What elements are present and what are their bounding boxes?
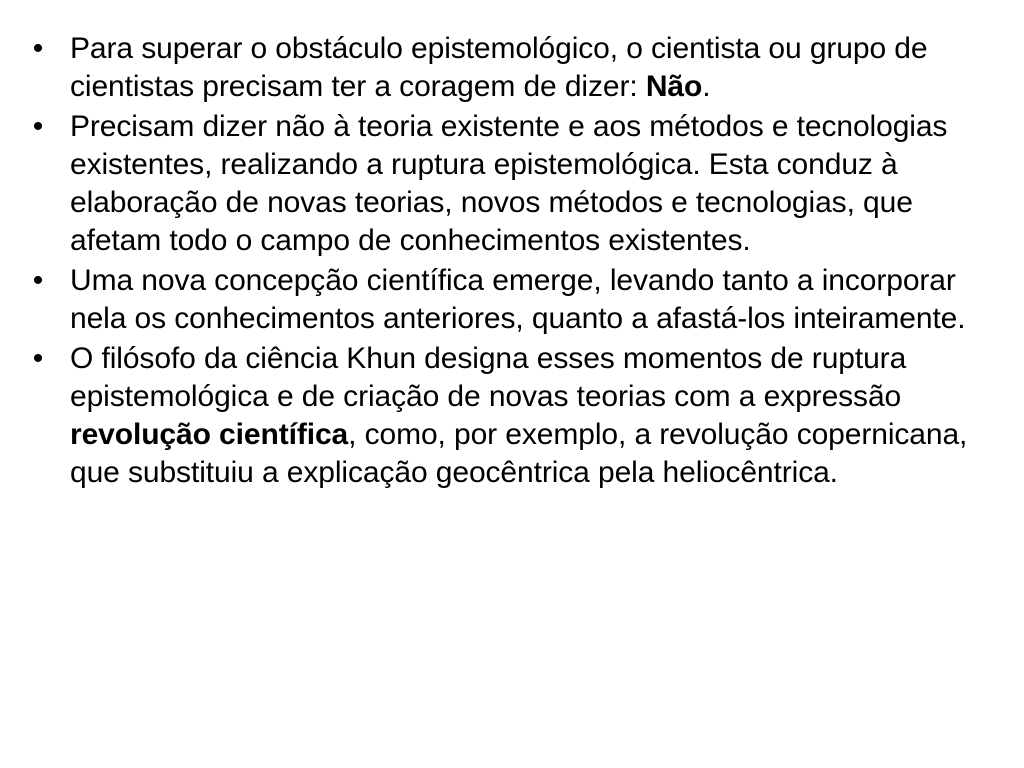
bullet-dot-icon: •: [32, 110, 44, 143]
bullet-item-3: [28, 262, 998, 338]
bullet-4-bold: revolução científica: [70, 418, 349, 451]
bullet-dot-icon: •: [32, 342, 44, 375]
bullet-item-1: [28, 30, 998, 106]
bullet-list: [28, 30, 998, 492]
bullet-3-text: Uma nova concepção científica emerge, levando tanto a incorporar nela os conhecimentos anteriores, quanto a afastá-los inteiramente.: [70, 264, 966, 335]
bullet-1-text: Para superar o obstáculo epistemológico, o cientista ou grupo de cientistas precisam ter a coragem de dizer:: [70, 32, 928, 103]
bullet-dot-icon: •: [32, 264, 44, 297]
bullet-item-2: [28, 108, 998, 260]
bullet-item-4: [28, 340, 998, 492]
bullet-2-text: Precisam dizer não à teoria existente e aos métodos e tecnologias existentes, realizando a ruptura epistemológica. Esta conduz à elaboração de novas teorias, novos métodos e tecnologias, que afetam todo o campo de conhecimentos existentes.: [70, 110, 948, 257]
bullet-dot-icon: •: [32, 32, 44, 65]
bullet-1-bold: Não: [645, 70, 703, 103]
bullet-4-text: O filósofo da ciência Khun designa esses momentos de ruptura epistemológica e de criação de novas teorias com a expressão: [70, 342, 907, 413]
bullet-1-end: .: [702, 70, 711, 103]
bullet-4-end: , como, por exemplo, a revolução copernicana, que substituiu a explicação geocêntrica pela heliocêntrica.: [70, 418, 968, 489]
